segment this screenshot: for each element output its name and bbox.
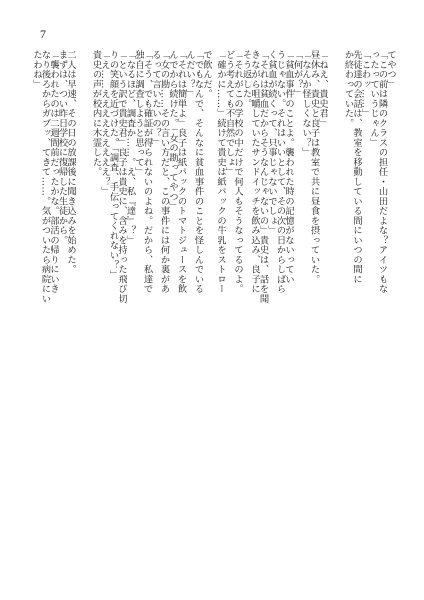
text-line: どう考えても不自然でしょ」 [223, 50, 235, 177]
text-line: うじゃない。それはいいとして、その次の日からしばら [274, 50, 286, 294]
text-line: 「という訳で貴史君」良子は貴史に、含みを持った飛び切 [116, 50, 127, 304]
text-line: りの笑顔を近づけた。「調査、手伝ってくれない？」 [107, 50, 119, 280]
text-line: 「ねえ、貴史君」 [317, 50, 328, 128]
text-line: きながら咀嚼していたサンドイッチを飲み込み、良子に [249, 50, 260, 294]
text-line: 独自に調査しようと思って」 [133, 50, 144, 177]
text-line: 「何が？」 [291, 50, 303, 99]
text-line: 「こわッ……」 [359, 50, 371, 119]
text-line: 「なるほど、調査か……。え、私『達』？」 [124, 50, 136, 245]
text-line: 「女の勘……その言い方だと、この事件には何か裏があ [158, 50, 170, 294]
text-line: 「確かに……」続けて貴史は紙パックの牛乳をストロー [215, 50, 226, 294]
text-line: 「それは貧血だからそうなんじゃないの」貴史は、話を聞 [257, 50, 269, 304]
text-column-left [28, 50, 212, 586]
text-line: ったっていうじゃん」 [368, 50, 379, 148]
text-line: で飲んだ。 [201, 50, 212, 99]
text-line: 二人は早速、その日の放課後に聞き込みを始めた。 [65, 50, 76, 275]
text-line: く貧血が続くって、只事じゃないでしょ」 [266, 50, 277, 236]
text-line: るって言いたいの？」 [150, 50, 161, 148]
text-line: まずは、つい昨日学校に復帰した生徒から。 [56, 50, 68, 245]
text-line: 昼休み、貴史と良子は教室で共に昼食を摂っていた。 [308, 50, 320, 284]
text-line: 「この前は隣のクラスの担任・山田だよな？アイツもな [376, 50, 388, 294]
text-line: 「それがこの学校の中だけで何人もそうなってるのよ。 [232, 50, 243, 294]
text-line: てやつ」 [385, 50, 396, 89]
text-line: 先徒達の会話は、教室を移動している間にいつの間に [351, 50, 362, 284]
text-line: なり後ろからガブッ、てきて……。気がついたら病院にい [39, 50, 51, 304]
text-line: か終わっていた。 [342, 50, 354, 128]
text-line: 貴史の声が校内に木霊した。 [90, 50, 102, 177]
text-line: んでから続けた。「女の勘ってやつ」 [167, 50, 178, 212]
text-line: 「襲われたのは二週間前だったかな。部活の帰りにいき [48, 50, 59, 294]
text-line: 「でもなんで、そんなに貧血事件のことを怪しんでいる [192, 50, 204, 294]
text-line: 「そう、でも確証が得られないのよね。だから、私達で [141, 50, 153, 294]
text-line: 「貧血事件のことよ。襲われた時の記憶がないってい [283, 50, 294, 284]
page-number: 7 [40, 27, 46, 41]
text-line: たわね」 [31, 50, 42, 89]
text-line: 「それは簡単よ」良子は紙パックのトマトジュースを飲 [175, 50, 187, 294]
text-line: 「なんか怪しくない？」 [300, 50, 311, 158]
text-line: んだい？」 [184, 50, 195, 99]
text-line: 「え……えええええええええ？」 [99, 50, 110, 197]
text-line: そう返した。 [240, 50, 252, 109]
text-column-right [212, 50, 396, 586]
